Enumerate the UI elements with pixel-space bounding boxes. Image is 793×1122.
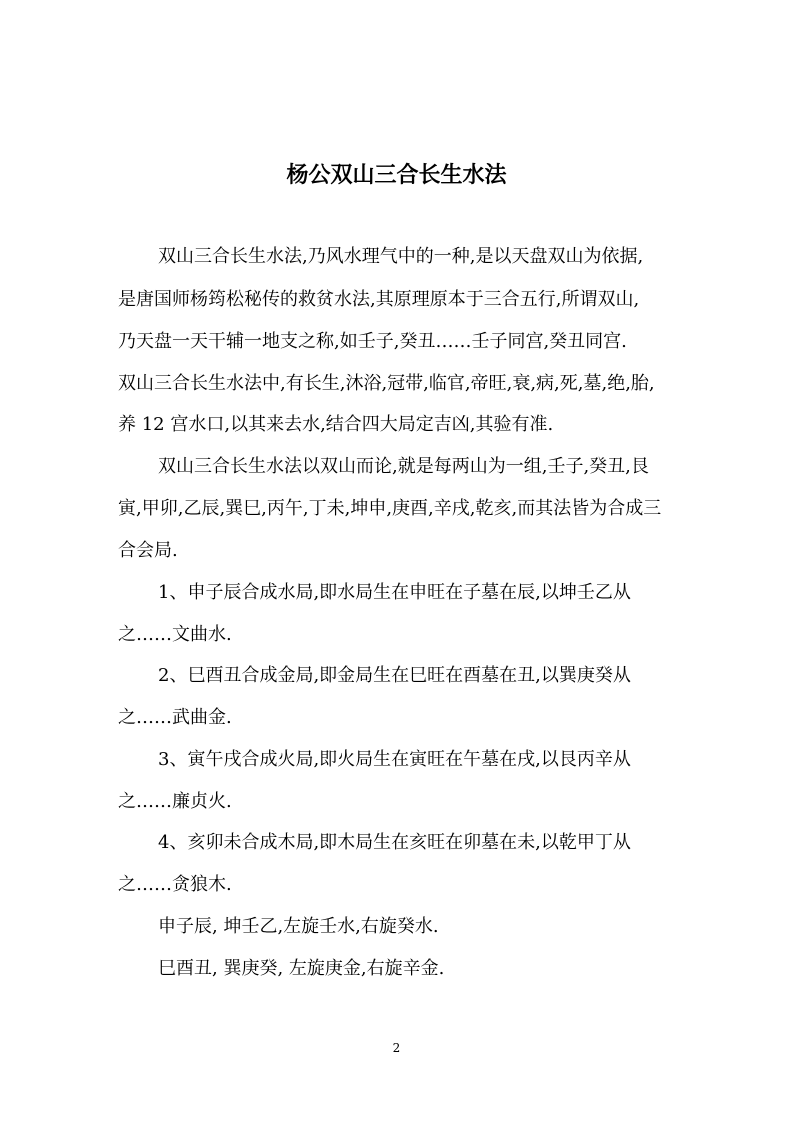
body-line: 双山三合长生水法以双山而论,就是每两山为一组,壬子,癸丑,艮: [158, 456, 649, 477]
body-line: 是唐国师杨筠松秘传的救贫水法,其原理原本于三合五行,所谓双山,: [118, 289, 640, 310]
list-item-line: 4、亥卯未合成木局,即木局生在亥旺在卯墓在未,以乾甲丁从: [158, 832, 631, 853]
document-title: 杨公双山三合长生水法: [286, 162, 507, 188]
body-line: 双山三合长生水法中,有长生,沐浴,冠带,临官,帝旺,衰,病,死,墓,绝,胎,: [118, 373, 655, 394]
body-line: 乃天盘一天干辅一地支之称,如壬子,癸丑……壬子同宫,癸丑同宫.: [118, 331, 627, 352]
list-item-line: 2、巳酉丑合成金局,即金局生在巳旺在酉墓在丑,以巽庚癸从: [158, 665, 631, 686]
page-number: 2: [392, 1041, 401, 1055]
body-line: 养 12 宫水口,以其来去水,结合四大局定吉凶,其验有准.: [118, 414, 554, 435]
body-line: 双山三合长生水法,乃风水理气中的一种,是以天盘双山为依据,: [158, 246, 644, 267]
list-item-line: 之……武曲金.: [118, 707, 232, 728]
list-item-line: 之……廉贞火.: [118, 791, 232, 812]
body-line: 合会局.: [118, 540, 178, 561]
list-item-line: 3、寅午戌合成火局,即火局生在寅旺在午墓在戌,以艮丙辛从: [158, 749, 631, 770]
list-item-line: 1、申子辰合成水局,即水局生在申旺在子墓在辰,以坤壬乙从: [158, 582, 631, 603]
body-line: 申子辰, 坤壬乙,左旋壬水,右旋癸水.: [158, 916, 439, 937]
list-item-line: 之……文曲水.: [118, 624, 232, 645]
body-line: 寅,甲卯,乙辰,巽巳,丙午,丁未,坤申,庚酉,辛戌,乾亥,而其法皆为合成三: [118, 498, 662, 519]
list-item-line: 之……贪狼木.: [118, 874, 232, 895]
body-line: 巳酉丑, 巽庚癸, 左旋庚金,右旋辛金.: [158, 958, 445, 979]
